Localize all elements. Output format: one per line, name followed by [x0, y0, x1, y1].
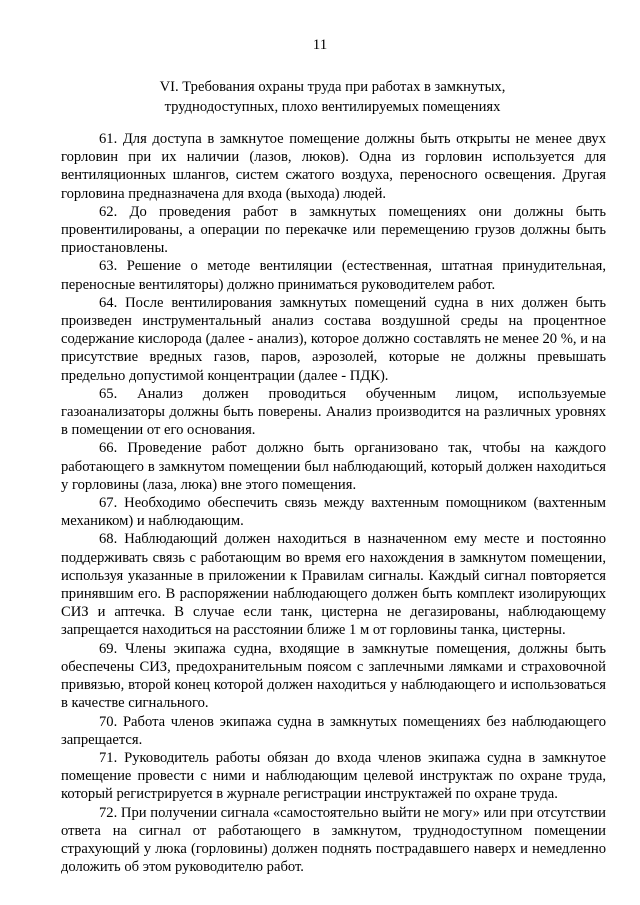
paragraph-62: 62. До проведения работ в замкнутых помещениях они должны быть провентилированы, а операции по перекачке или перемещению грузов должны быть приостановлены. [61, 203, 606, 257]
paragraph-63: 63. Решение о методе вентиляции (естественная, штатная принудительная, переносные вентиляторы) должно приниматься руководителем работ. [61, 258, 606, 293]
paragraph-65: 65. Анализ должен проводиться обученным лицом, используемые газоанализаторы должны быть поверены. Анализ производится на различных уровнях в помещении от его основания. [61, 385, 606, 439]
paragraph-61: 61. Для доступа в замкнутое помещение должны быть открыты не менее двух горловин при их наличии (лазов, люков). Одна из горловин используется для вентиляционных шлангов, систем сжатого воздуха, переносного освещения. Другая горловина предназначена для входа (выхода) людей. [61, 131, 606, 202]
page-number: 11 [312, 37, 328, 53]
document-body [61, 130, 606, 876]
paragraph-72: 72. При получении сигнала «самостоятельно выйти не могу» или при отсутствии ответа на сигнал от работающего в замкнутом, труднодоступном помещении страхующий у люка (горловины) должен поднять пострадавшего наверх и немедленно доложить об этом руководителю работ. [61, 804, 606, 876]
section-title-line-1: VI. Требования охраны труда при работах в замкнутых, [159, 79, 506, 95]
paragraph-71: 71. Руководитель работы обязан до входа членов экипажа судна в замкнутое помещение провести с ними и наблюдающим целевой инструктаж по охране труда, который регистрируется в журнале регистрации инструктажей по охране труда. [61, 749, 606, 803]
paragraph-69: 69. Члены экипажа судна, входящие в замкнутые помещения, должны быть обеспечены СИЗ, предохранительным поясом с заплечными лямками и страховочной привязью, второй конец которой должен находиться у наблюдающего и использоваться в качестве сигнального. [61, 640, 606, 712]
section-title [60, 78, 605, 117]
paragraph-66: 66. Проведение работ должно быть организовано так, чтобы на каждого работающего в замкнутом помещении был наблюдающий, который должен находиться у горловины (лаза, люка) вне этого помещения. [61, 440, 606, 493]
paragraph-67: 67. Необходимо обеспечить связь между вахтенным помощником (вахтенным механиком) и наблюдающим. [61, 495, 606, 530]
paragraph-64: 64. После вентилирования замкнутых помещений судна в них должен быть произведен инструментальный анализ состава воздушной среды на процентное содержание кислорода (далее - анализ), которое должно составлять не менее 20 %, и на присутствие вредных газов, паров, аэрозолей, которые не должны превышать предельно допустимой концентрации (далее - ПДК). [61, 294, 606, 384]
section-title-line-2: труднодоступных, плохо вентилируемых помещениях [164, 98, 501, 115]
paragraph-70: 70. Работа членов экипажа судна в замкнутых помещениях без наблюдающего запрещается. [61, 713, 606, 748]
paragraph-68: 68. Наблюдающий должен находиться в назначенном ему месте и постоянно поддерживать связь с работающим во время его нахождения в замкнутом помещении, используя указанные в приложении к Правилам сигналы. Каждый сигнал повторяется принявшим его. В распоряжении наблюдающего должен быть комплект изолирующих СИЗ и аптечка. В случае если танк, цистерна не дегазированы, наблюдающему запрещается находиться на расстоянии ближе 1 м от горловины танка, цистерны. [61, 531, 606, 639]
